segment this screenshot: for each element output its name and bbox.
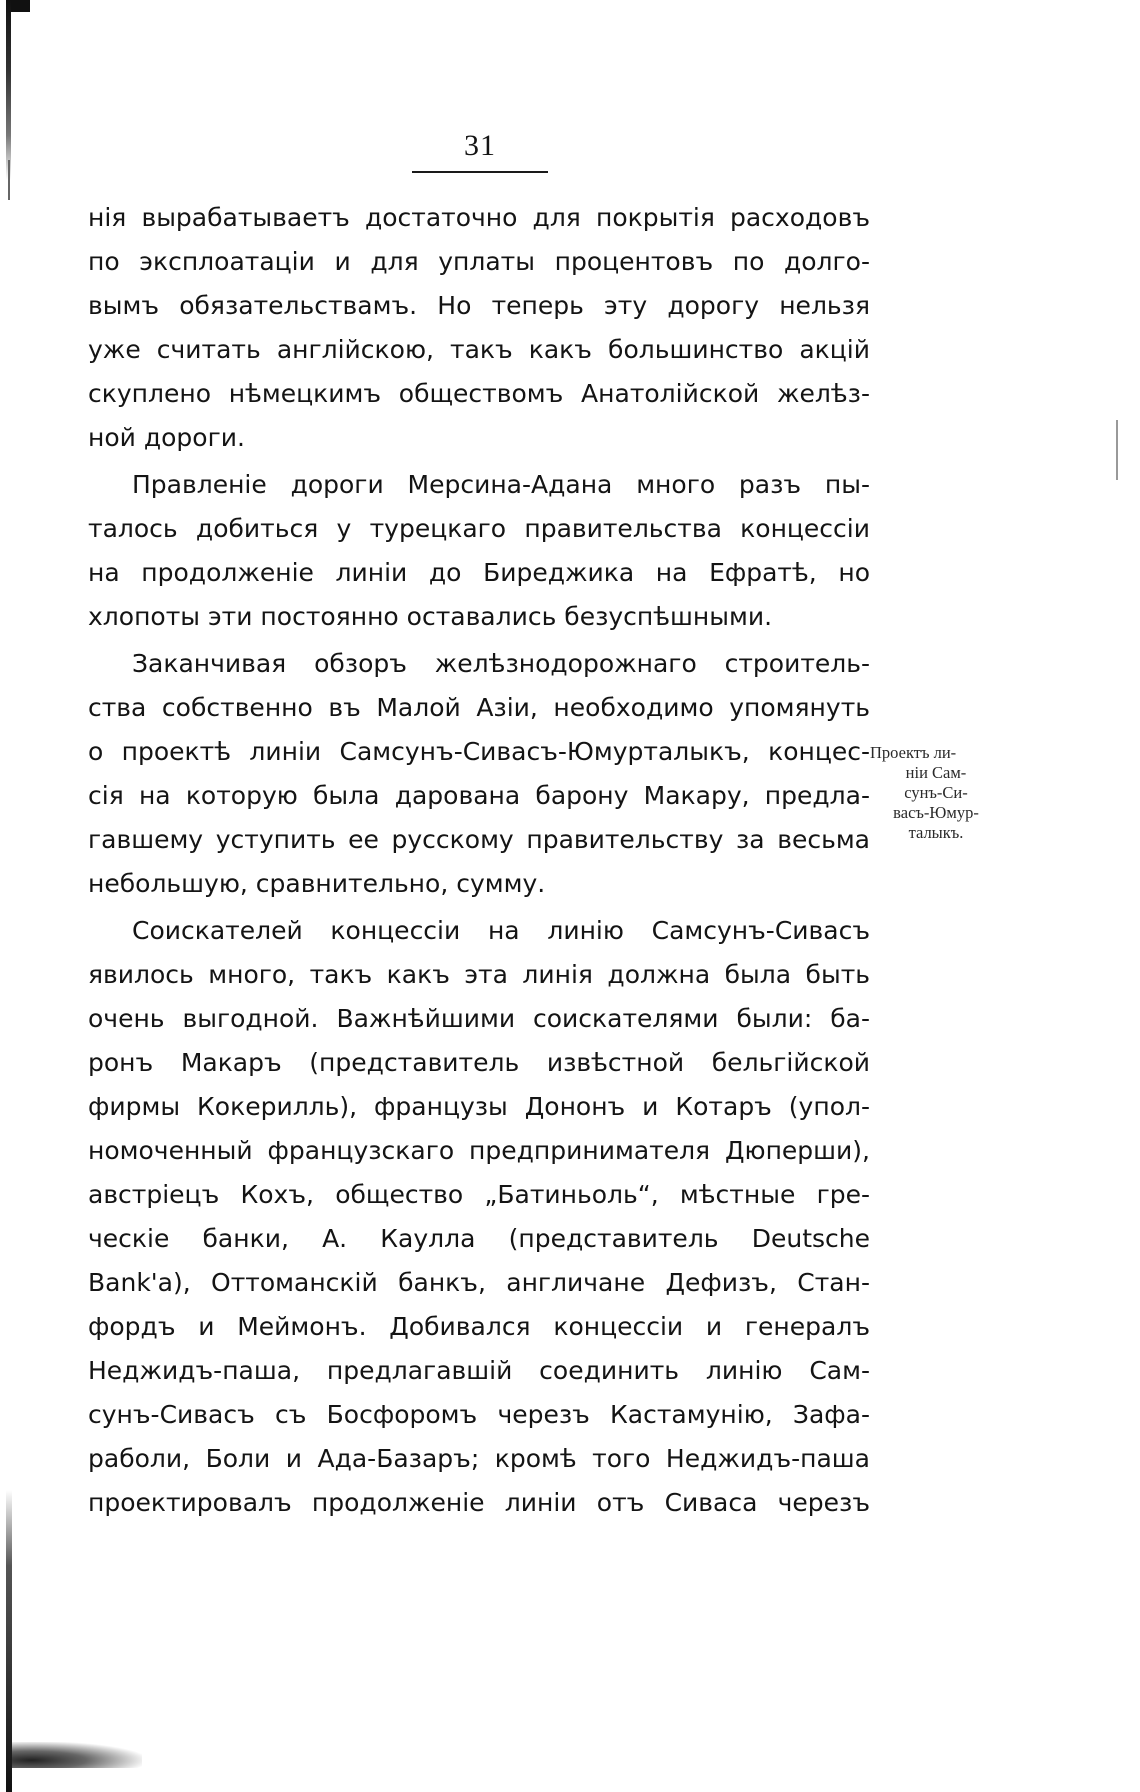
text-line: Неджидъ-паша, предлагавшій соединить линію Сам- bbox=[88, 1356, 870, 1385]
paragraph-3 bbox=[88, 642, 870, 906]
paragraph-4 bbox=[88, 909, 870, 1525]
scan-edge-blot bbox=[12, 1742, 142, 1768]
text-line: очень выгодной. Важнѣйшими соискателями были: ба- bbox=[88, 1004, 870, 1033]
text-line: гавшему уступить ее русскому правительству за весьма bbox=[88, 825, 870, 854]
text-line: вымъ обязательствамъ. Но теперь эту дорогу нельзя bbox=[88, 291, 870, 320]
scan-edge-mark bbox=[8, 160, 10, 200]
margin-note-line: талыкъ. bbox=[908, 823, 964, 842]
text-line: небольшую, сравнительно, сумму. bbox=[88, 869, 546, 898]
text-line: о проектѣ линіи Самсунъ-Сивасъ-Юмурталыкъ, концес- bbox=[88, 737, 870, 766]
text-line: раболи, Боли и Ада-Базаръ; кромѣ того Неджидъ-паша bbox=[88, 1444, 870, 1473]
text-line: фордъ и Меймонъ. Добивался концессіи и генералъ bbox=[88, 1312, 870, 1341]
text-line: уже считать англійскою, такъ какъ большинство акцій bbox=[88, 335, 870, 364]
margin-note bbox=[870, 743, 1002, 843]
text-line: хлопоты эти постоянно оставались безуспѣшными. bbox=[88, 602, 773, 631]
text-line: по эксплоатаціи и для уплаты процентовъ по долго- bbox=[88, 247, 870, 276]
text-line: сія на которую была дарована барону Макару, предла- bbox=[88, 781, 870, 810]
margin-note-line: сунъ-Си- bbox=[904, 783, 968, 802]
page-number: 31 bbox=[464, 129, 496, 162]
text-line: ческіе банки, А. Каулла (представитель Deutsche bbox=[88, 1224, 870, 1253]
margin-note-line: Проектъ ли- bbox=[870, 743, 957, 762]
margin-note-line: ніи Сам- bbox=[905, 763, 967, 782]
text-line: фирмы Кокерилль), французы Дононъ и Котаръ (упол- bbox=[88, 1092, 870, 1121]
text-line: талось добиться у турецкаго правительства концессіи bbox=[88, 514, 870, 543]
scan-edge-right-mark bbox=[1116, 420, 1118, 480]
margin-note-line: васъ-Юмур- bbox=[893, 803, 979, 822]
text-line: проектировалъ продолженіе линіи отъ Сиваса черезъ bbox=[88, 1488, 870, 1517]
paragraph-2 bbox=[88, 463, 870, 639]
text-line: номоченный французскаго предпринимателя Дюперши), bbox=[88, 1136, 870, 1165]
text-line: Правленіе дороги Мерсина-Адана много разъ пы- bbox=[132, 470, 870, 499]
text-line: Bank'а), Оттоманскій банкъ, англичане Дефизъ, Стан- bbox=[88, 1268, 870, 1297]
page-number-rule bbox=[412, 171, 548, 173]
body-text bbox=[88, 196, 870, 1528]
text-line: австріецъ Кохъ, общество „Батиньоль“, мѣстные гре- bbox=[88, 1180, 870, 1209]
text-line: Соискателей концессіи на линію Самсунъ-Сивасъ bbox=[132, 916, 870, 945]
paragraph-1 bbox=[88, 196, 870, 460]
text-line: ронъ Макаръ (представитель извѣстной бельгійской bbox=[88, 1048, 870, 1077]
text-line: явилось много, такъ какъ эта линія должна была быть bbox=[88, 960, 870, 989]
text-line: ства собственно въ Малой Азіи, необходимо упомянуть bbox=[88, 693, 870, 722]
text-line: на продолженіе линіи до Биреджика на Ефратѣ, но bbox=[88, 558, 870, 587]
text-line: скуплено нѣмецкимъ обществомъ Анатолійской желѣз- bbox=[88, 379, 870, 408]
text-line: ной дороги. bbox=[88, 423, 245, 452]
scan-edge-top bbox=[6, 0, 11, 180]
text-line: сунъ-Сивасъ съ Босфоромъ черезъ Кастамунію, Зафа- bbox=[88, 1400, 870, 1429]
text-line: Заканчивая обзоръ желѣзнодорожнаго строитель- bbox=[132, 649, 870, 678]
text-line: нія вырабатываетъ достаточно для покрытія расходовъ bbox=[88, 203, 870, 232]
